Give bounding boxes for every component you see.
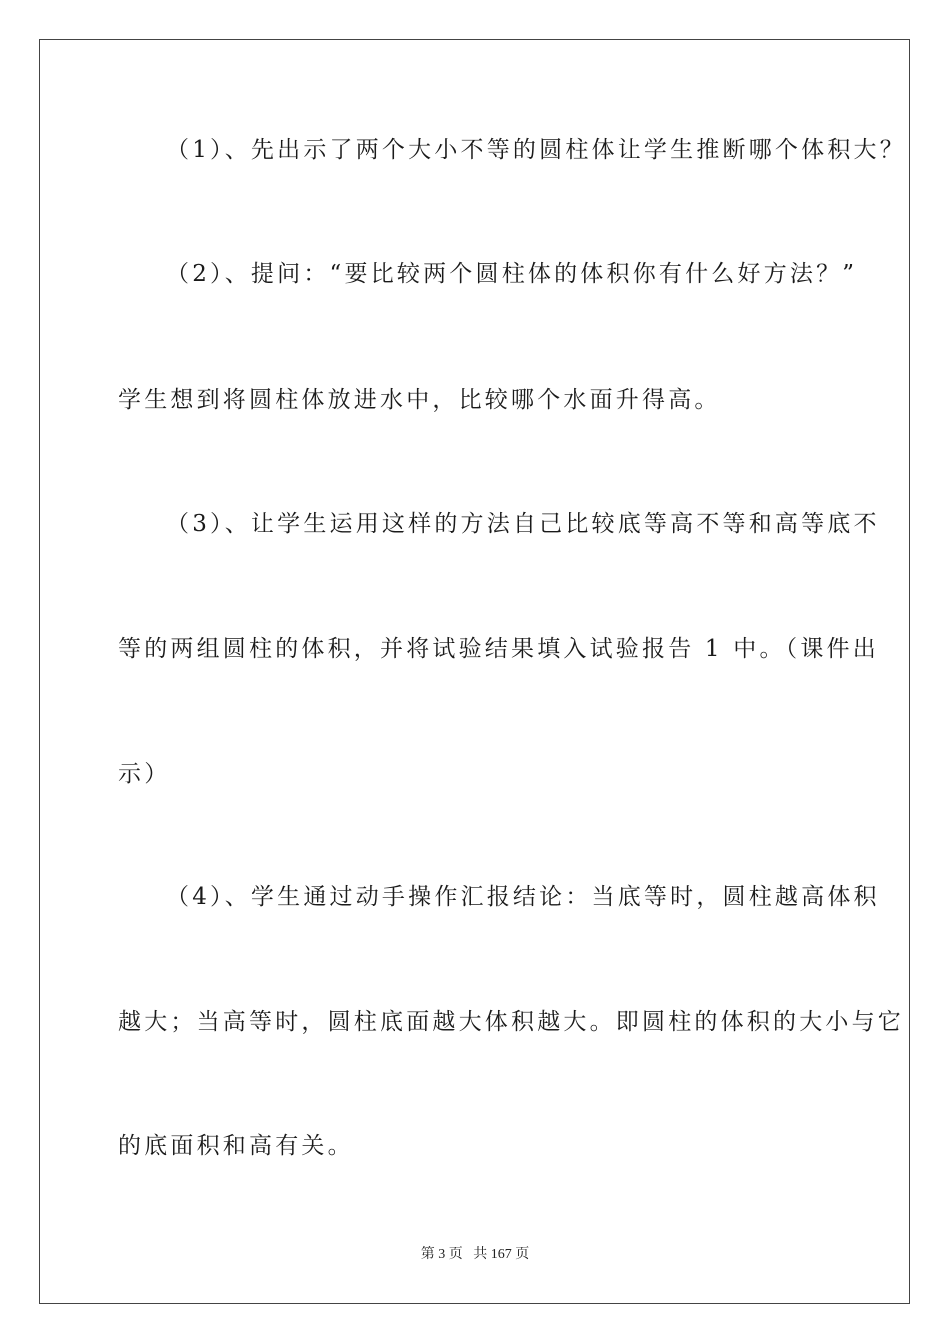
page-number-footer: 第 3 页 共 167 页 — [420, 1247, 530, 1262]
page-border — [39, 39, 910, 1304]
paragraph-4-line-3: 的底面积和高有关。 — [118, 1133, 354, 1159]
paragraph-2-line-2: 学生想到将圆柱体放进水中，比较哪个水面升得高。 — [118, 387, 721, 413]
paragraph-4-line-2: 越大；当高等时，圆柱底面越大体积越大。即圆柱的体积的大小与它 — [118, 1009, 904, 1035]
paragraph-3-line-2: 等的两组圆柱的体积，并将试验结果填入试验报告 1 中。（课件出 — [118, 636, 879, 662]
paragraph-1-line-1: （1）、先出示了两个大小不等的圆柱体让学生推断哪个体积大？ — [166, 137, 906, 163]
paragraph-2-line-1: （2）、提问：“要比较两个圆柱体的体积你有什么好方法？” — [166, 261, 858, 287]
paragraph-3-line-1: （3）、让学生运用这样的方法自己比较底等高不等和高等底不 — [166, 511, 880, 537]
paragraph-4-line-1: （4）、学生通过动手操作汇报结论：当底等时，圆柱越高体积 — [166, 884, 880, 910]
paragraph-3-line-3: 示） — [118, 761, 171, 787]
